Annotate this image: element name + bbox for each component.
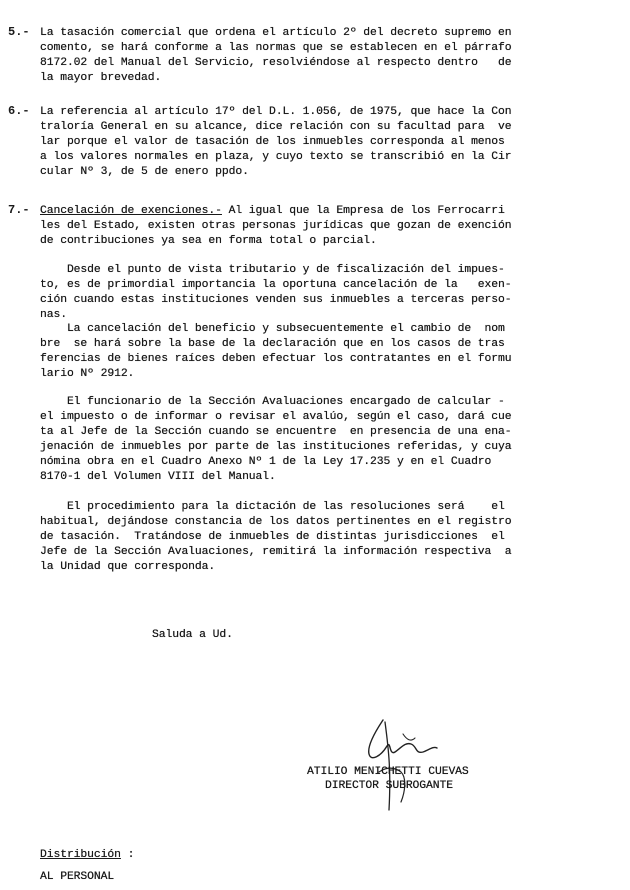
item-5-line: La tasación comercial que ordena el artículo 2º del decreto supremo en (40, 27, 512, 39)
item-7-para3-line: La cancelación del beneficio y subsecuentemente el cambio de nom (40, 323, 505, 335)
item-7-para5-line: de tasación. Tratándose de inmuebles de distintas jurisdicciones el (40, 531, 505, 543)
item-7-para5-line: El procedimiento para la dictación de las resoluciones será el (40, 501, 505, 513)
distribution-label: Distribución (40, 849, 121, 861)
item-7-para2-line: to, es de primordial importancia la oportuna cancelación de la exen- (40, 279, 512, 291)
handwritten-signature (345, 712, 455, 812)
item-7-para2-line: ción cuando estas instituciones venden sus inmuebles a terceras perso- (40, 294, 512, 306)
item-7-para2-line: nas. (40, 309, 67, 321)
item-7-number: 7.- (8, 203, 30, 217)
item-5-line: comento, se hará conforme a las normas que se establecen en el párrafo (40, 42, 512, 54)
item-5-line: 8172.02 del Manual del Servicio, resolviéndose al respecto dentro de (40, 57, 512, 69)
item-6-line: lar porque el valor de tasación de los inmuebles corresponda al menos (40, 136, 505, 148)
item-7-line: les del Estado, existen otras personas jurídicas que gozan de exención (40, 220, 512, 232)
item-7-para4-line: El funcionario de la Sección Avaluaciones encargado de calcular - (40, 396, 505, 408)
distribution-heading (40, 848, 134, 862)
item-7-para3-line: ferencias de bienes raíces deben efectuar los contratantes en el formu (40, 353, 512, 365)
item-7-para2-line: Desde el punto de vista tributario y de fiscalización del impues- (40, 264, 505, 276)
item-6-line: cular Nº 3, de 5 de enero ppdo. (40, 166, 249, 178)
closing-greeting: Saluda a Ud. (152, 629, 233, 641)
item-5-line: la mayor brevedad. (40, 72, 162, 84)
item-7-para5-line: la Unidad que corresponda. (40, 561, 216, 573)
item-6-number: 6.- (8, 104, 30, 118)
distribution-recipient: AL PERSONAL (40, 871, 115, 883)
item-7-para4-line: ta al Jefe de la Sección cuando se encuentre en presencia de una ena- (40, 426, 512, 438)
item-7-line: de contribuciones ya sea en forma total o parcial. (40, 235, 377, 247)
item-5-number: 5.- (8, 25, 30, 39)
item-7-para5-line: habitual, dejándose constancia de los datos pertinentes en el registro (40, 516, 512, 528)
item-7-para5-line: Jefe de la Sección Avaluaciones, remitirá la información respectiva a (40, 546, 512, 558)
item-7-first-line-rest: Al igual que la Empresa de los Ferrocarri (221, 205, 505, 217)
item-7-heading: Cancelación de exenciones.- (40, 205, 222, 217)
item-7-para4-line: jenación de inmuebles por parte de las instituciones referidas, y cuya (40, 441, 512, 453)
item-6-line: La referencia al artículo 17º del D.L. 1.056, de 1975, que hace la Con (40, 106, 512, 118)
signer-title: DIRECTOR SUBROGANTE (325, 780, 453, 792)
item-7-para4-line: 8170-1 del Volumen VIII del Manual. (40, 471, 276, 483)
item-7-para3-line: lario Nº 2912. (40, 368, 135, 380)
signer-name: ATILIO MENICHETTI CUEVAS (307, 766, 469, 778)
distribution-colon: : (120, 849, 135, 861)
item-7-first-line (40, 204, 505, 218)
item-7-para4-line: nómina obra en el Cuadro Anexo Nº 1 de la Ley 17.235 y en el Cuadro (40, 456, 492, 468)
item-7-para3-line: bre se hará sobre la base de la declaración que en los casos de tras (40, 338, 505, 350)
item-7-para4-line: el impuesto o de informar o revisar el avalúo, según el caso, dará cue (40, 411, 512, 423)
item-6-line: a los valores normales en plaza, y cuyo texto se transcribió en la Cir (40, 151, 512, 163)
item-6-line: traloría General en su alcance, dice relación con su facultad para ve (40, 121, 512, 133)
